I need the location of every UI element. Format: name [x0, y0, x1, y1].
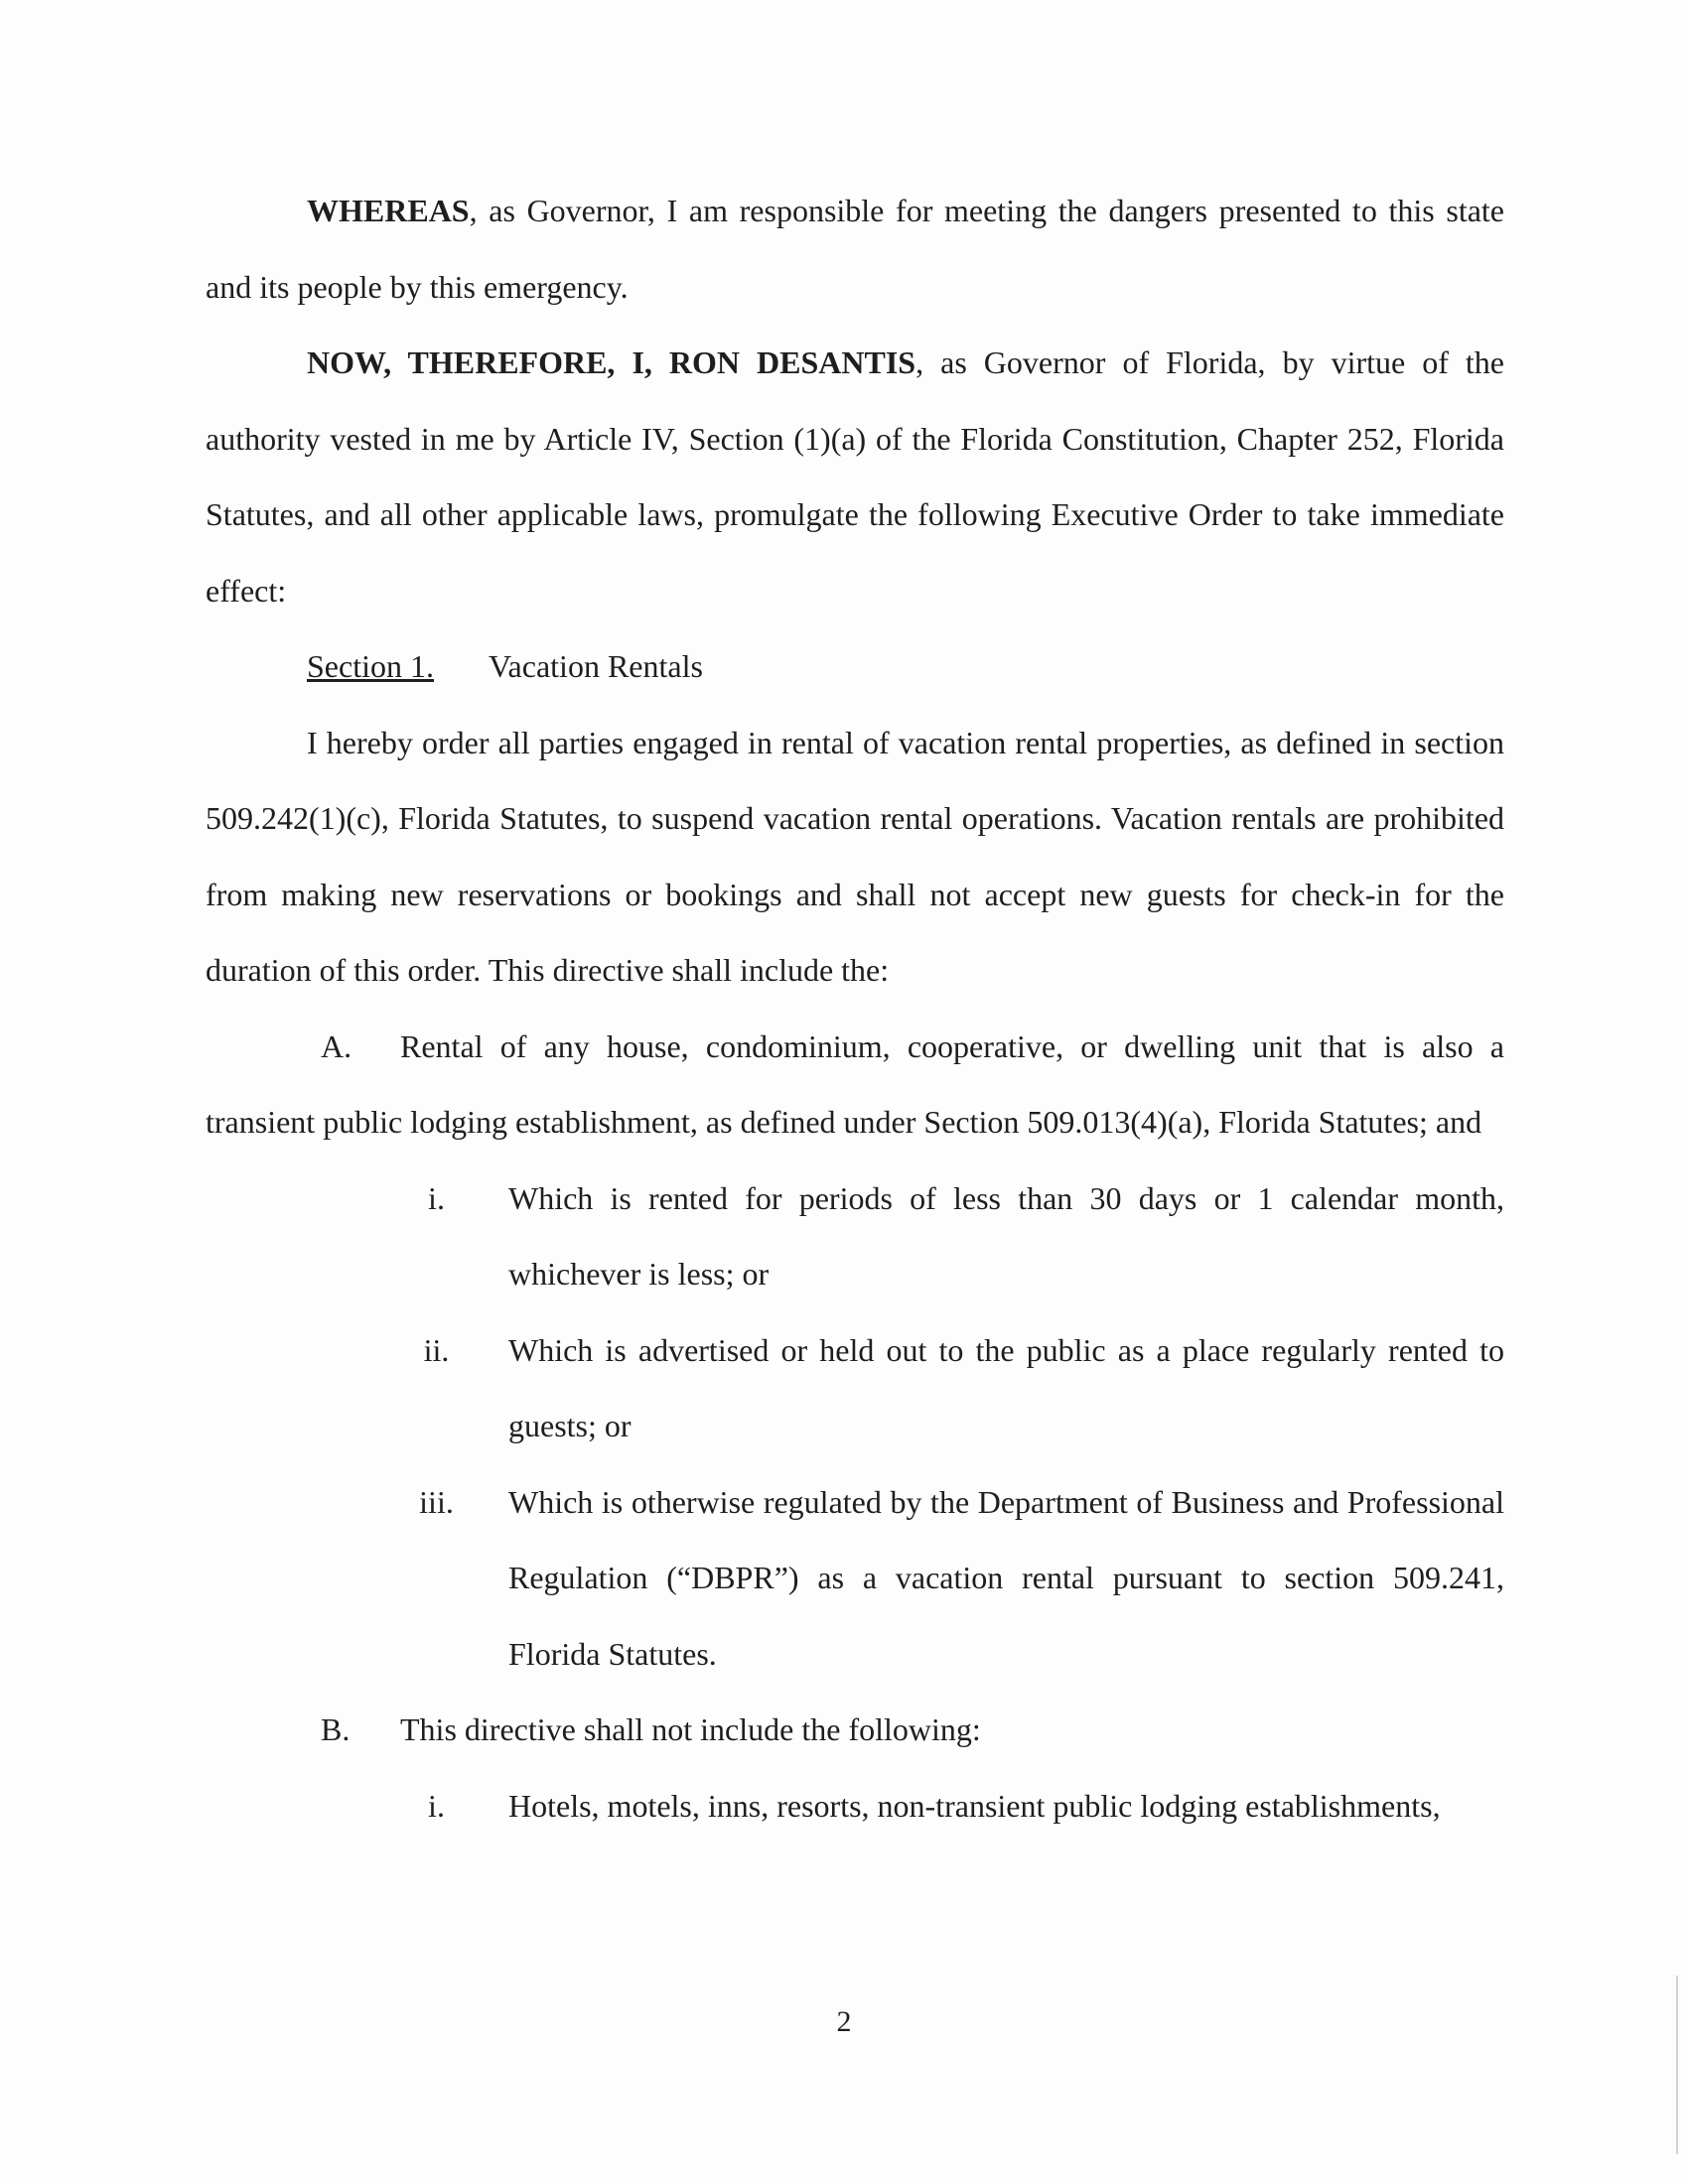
- subitem-numeral: i.: [428, 1787, 445, 1824]
- now-therefore-lead: NOW, THEREFORE, I, RON DESANTIS: [307, 344, 916, 380]
- subitem-numeral: ii.: [423, 1331, 450, 1368]
- item-a-label: A.: [321, 1027, 352, 1064]
- page-number: 2: [836, 2005, 852, 2038]
- item-a-subitem: [364, 1312, 1504, 1464]
- order-paragraph: I hereby order all parties engaged in rental of vacation rental properties, as defined in section 509.242(1)(c), Florida Statutes, to suspend vacation rental operations. Vacation rentals are prohibited from making new reservations or bookings and shall not accept new guests for check-in for the duration of this order. This directive shall include the:: [206, 724, 1504, 988]
- item-b-label: B.: [321, 1711, 351, 1747]
- subitem-numeral: iii.: [419, 1483, 454, 1520]
- item-b: [321, 1692, 1504, 1768]
- subitem-text: Which is otherwise regulated by the Department of Business and Professional Regulation (“DBPR”) as a vacation rental pursuant to section 509.241, Florida Statutes.: [508, 1483, 1504, 1672]
- whereas-lead: WHEREAS: [307, 193, 470, 228]
- item-b-text: This directive shall not include the following:: [400, 1711, 981, 1747]
- section-title: Vacation Rentals: [488, 648, 703, 684]
- document-body: [206, 173, 1504, 1843]
- whereas-text: , as Governor, I am responsible for meeting the dangers presented to this state and its people by this emergency.: [206, 193, 1504, 305]
- item-b-subitem: [364, 1768, 1504, 1844]
- section-number: Section 1.: [307, 648, 434, 684]
- subitem-text: Which is rented for periods of less than 30 days or 1 calendar month, whichever is less; or: [508, 1179, 1504, 1292]
- item-a-subitem: [364, 1464, 1504, 1693]
- now-therefore-paragraph: [206, 325, 1504, 628]
- section-heading: [206, 628, 1504, 705]
- item-a-subitem: [364, 1160, 1504, 1312]
- now-therefore-text: , as Governor of Florida, by virtue of the authority vested in me by Article IV, Section (1)(a) of the Florida Constitution, Chapter 252, Florida Statutes, and all other applicable laws, promulgate the following Executive Order to take immediate effect:: [206, 344, 1505, 609]
- subitem-text: Hotels, motels, inns, resorts, non-transient public lodging establishments,: [508, 1787, 1441, 1824]
- scan-edge-line: [1676, 1976, 1678, 2154]
- item-a-text: Rental of any house, condominium, cooperative, or dwelling unit that is also a transient public lodging establishment, as defined under Section 509.013(4)(a), Florida Statutes; and: [206, 1027, 1504, 1140]
- whereas-paragraph: [206, 173, 1504, 325]
- subitem-numeral: i.: [428, 1179, 445, 1216]
- item-a: [206, 1009, 1504, 1160]
- subitem-text: Which is advertised or held out to the public as a place regularly rented to guests; or: [508, 1331, 1504, 1443]
